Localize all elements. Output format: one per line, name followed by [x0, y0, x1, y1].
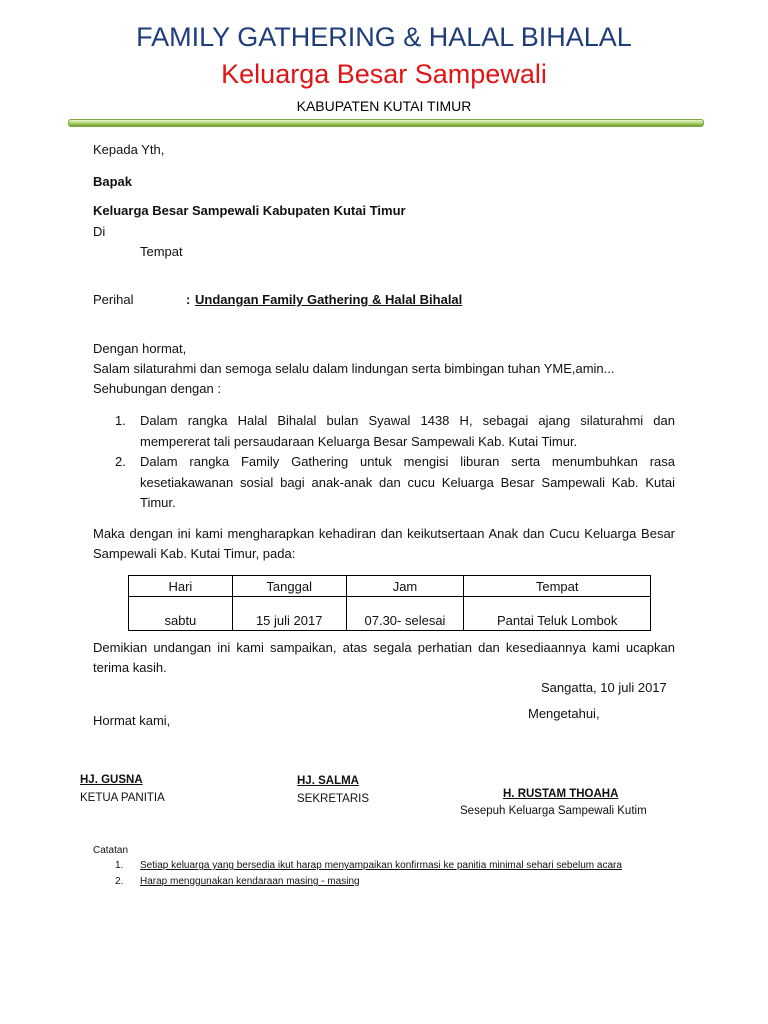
header-date: Tanggal [232, 576, 346, 597]
header-time: Jam [346, 576, 464, 597]
note-text: Setiap keluarga yang bersedia ikut harap menyampaikan konfirmasi ke panitia minimal sehari sebelum acara [140, 860, 622, 871]
regards: Hormat kami, [93, 713, 171, 728]
note-text: Harap menggunakan kendaraan masing - masing [140, 876, 360, 887]
notes-label: Catatan [93, 845, 129, 856]
cell-time: 07.30- selesai [346, 597, 464, 631]
acknowledged: Mengetahui, [528, 706, 600, 721]
address-di: Di [93, 224, 106, 239]
salutation-line: Salam silaturahmi dan semoga selalu dalam lindungan serta bimbingan tuhan YME,amin... [93, 361, 615, 376]
schedule-table [128, 575, 651, 631]
header-day: Hari [129, 576, 233, 597]
place-date: Sangatta, 10 juli 2017 [541, 680, 667, 695]
note-number: 2. [115, 876, 124, 887]
signature-role-elder: Sesepuh Keluarga Sampewali Kutim [460, 805, 647, 817]
list-item-number: 2. [115, 454, 126, 469]
address-honorific: Bapak [93, 174, 133, 189]
address-recipient: Keluarga Besar Sampewali Kabupaten Kutai Timur [93, 203, 406, 218]
signature-name-elder: H. RUSTAM THOAHA [503, 788, 619, 800]
letter-title: FAMILY GATHERING & HALAL BIHALAL [136, 22, 632, 52]
signature-role-secretary: SEKRETARIS [297, 793, 369, 805]
subject-colon: : [186, 292, 191, 307]
list-item-number: 1. [115, 413, 126, 428]
closing-paragraph: Demikian undangan ini kami sampaikan, atas segala perhatian dan kesediaannya kami ucapkan terima kasih. [93, 640, 675, 675]
note-number: 1. [115, 860, 124, 871]
header-venue: Tempat [464, 576, 651, 597]
family-name-subtitle: Keluarga Besar Sampewali [221, 59, 547, 89]
address-place: Tempat [140, 244, 183, 259]
signature-name-chair: HJ. GUSNA [80, 774, 143, 786]
cell-date: 15 juli 2017 [232, 597, 346, 631]
signature-role-chair: KETUA PANITIA [80, 792, 165, 804]
cell-venue: Pantai Teluk Lombok [464, 597, 651, 631]
address-to: Kepada Yth, [93, 142, 165, 157]
table-row [129, 597, 651, 631]
reference-line: Sehubungan dengan : [93, 381, 221, 396]
table-header-row [129, 576, 651, 597]
greeting: Dengan hormat, [93, 341, 187, 356]
subject-label: Perihal [93, 292, 134, 307]
region-label: KABUPATEN KUTAI TIMUR [296, 98, 472, 114]
list-item-text: Dalam rangka Halal Bihalal bulan Syawal 1438 H, sebagai ajang silaturahmi dan mempererat tali persaudaraan Keluarga Besar Sampewali Kab. Kutai Timur. [140, 413, 675, 449]
signature-name-secretary: HJ. SALMA [297, 775, 359, 787]
subject-text: Undangan Family Gathering & Halal Bihalal [195, 292, 463, 307]
list-item [93, 411, 675, 452]
invitation-paragraph: Maka dengan ini kami mengharapkan kehadiran dan keikutsertaan Anak dan Cucu Keluarga Besar Sampewali Kab. Kutai Timur, pada: [93, 526, 675, 561]
list-item-text: Dalam rangka Family Gathering untuk mengisi liburan serta menumbuhkan rasa kesetiakawanan sosial bagi anak-anak dan cucu Keluarga Besar Sampewali Kab. Kutai Timur. [140, 454, 675, 510]
list-item [93, 452, 675, 514]
header-divider [68, 119, 704, 127]
cell-day: sabtu [129, 597, 233, 631]
